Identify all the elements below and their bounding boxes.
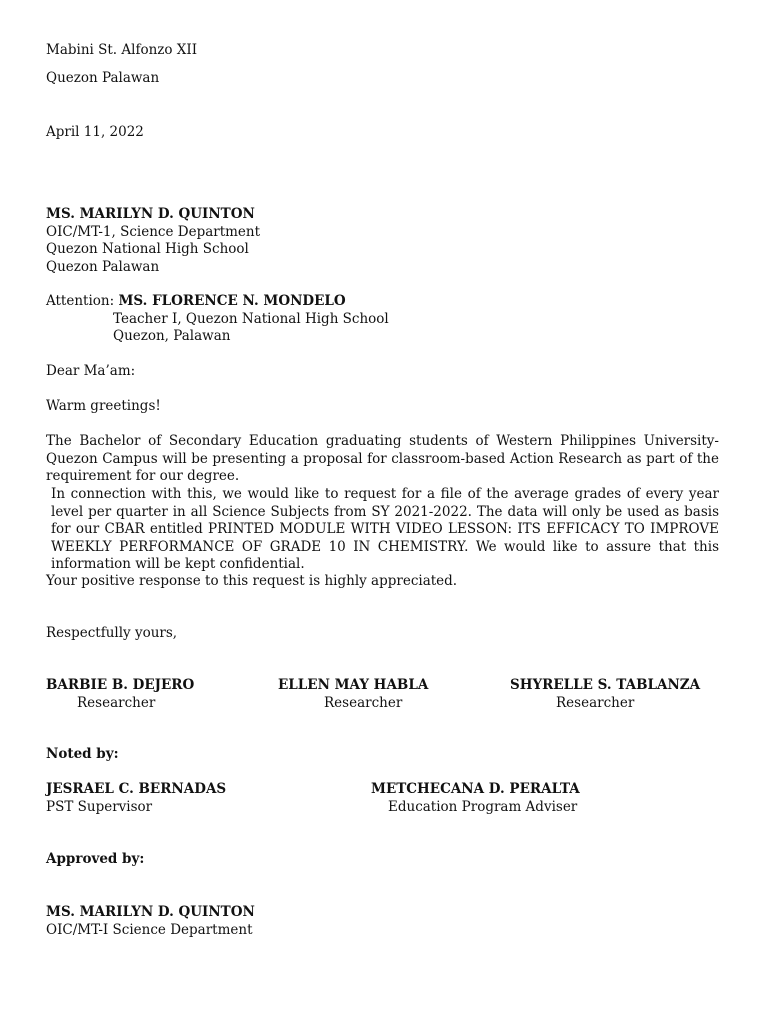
attention-line1: Teacher I, Quezon National High School xyxy=(113,310,389,327)
letter-date: April 11, 2022 xyxy=(46,124,144,140)
greeting: Warm greetings! xyxy=(46,398,161,414)
sender-address-line1: Mabini St. Alfonzo XII xyxy=(46,42,198,58)
sender-address-line2: Quezon Palawan xyxy=(46,70,160,86)
attention-name: MS. FLORENCE N. MONDELO xyxy=(118,293,346,309)
attention-line2: Quezon, Palawan xyxy=(113,328,231,344)
recipient-block xyxy=(46,206,260,276)
body-paragraph-2: In connection with this, we would like to request for a file of the average grades of every year level per quarter in all Science Subjects from SY 2021-2022. The data will only be used as basis for our CBAR entitled PRINTED MODULE WITH VIDEO LESSON: ITS EFFICACY TO IMPROVE WEEKLY PERFORMANCE OF GRADE 10 IN CHEMISTRY. We would like to assure that this information will be kept confidential. xyxy=(51,486,719,572)
recipient-line3: Quezon Palawan xyxy=(46,258,160,275)
noted-name: JESRAEL C. BERNADAS xyxy=(46,781,227,797)
noted-signature-2 xyxy=(371,781,580,816)
recipient-line1: OIC/MT-1, Science Department xyxy=(46,223,261,240)
recipient-line2: Quezon National High School xyxy=(46,241,249,257)
approved-name: MS. MARILYN D. QUINTON xyxy=(46,904,255,920)
closing: Respectfully yours, xyxy=(46,625,178,641)
researcher-role: Researcher xyxy=(77,694,156,711)
approved-role: OIC/MT-I Science Department xyxy=(46,921,253,938)
researcher-name: SHYRELLE S. TABLANZA xyxy=(510,677,701,693)
noted-signature-1 xyxy=(46,781,226,816)
salutation: Dear Ma’am: xyxy=(46,363,136,379)
noted-role: PST Supervisor xyxy=(46,798,153,815)
researcher-signature-3 xyxy=(510,677,700,712)
researcher-role: Researcher xyxy=(556,694,635,711)
researcher-role: Researcher xyxy=(324,694,403,711)
approved-by-label: Approved by: xyxy=(46,851,145,867)
noted-name: METCHECANA D. PERALTA xyxy=(371,781,580,797)
noted-by-label: Noted by: xyxy=(46,746,119,762)
noted-role: Education Program Adviser xyxy=(388,798,578,815)
body-paragraph-1: The Bachelor of Secondary Education graduating students of Western Philippines University- Quezon Campus will be presenting a proposal for classroom-based Action Research as part of the requirement for our degree. xyxy=(46,433,719,484)
researcher-signature-1 xyxy=(46,677,194,712)
approved-signature xyxy=(46,904,255,939)
body-paragraph-3: Your positive response to this request is highly appreciated. xyxy=(46,573,458,589)
researcher-name: ELLEN MAY HABLA xyxy=(278,677,429,693)
attention-block xyxy=(46,293,389,346)
attention-label: Attention: xyxy=(46,293,115,309)
researcher-name: BARBIE B. DEJERO xyxy=(46,677,195,693)
recipient-name: MS. MARILYN D. QUINTON xyxy=(46,206,255,222)
researcher-signature-2 xyxy=(278,677,428,712)
